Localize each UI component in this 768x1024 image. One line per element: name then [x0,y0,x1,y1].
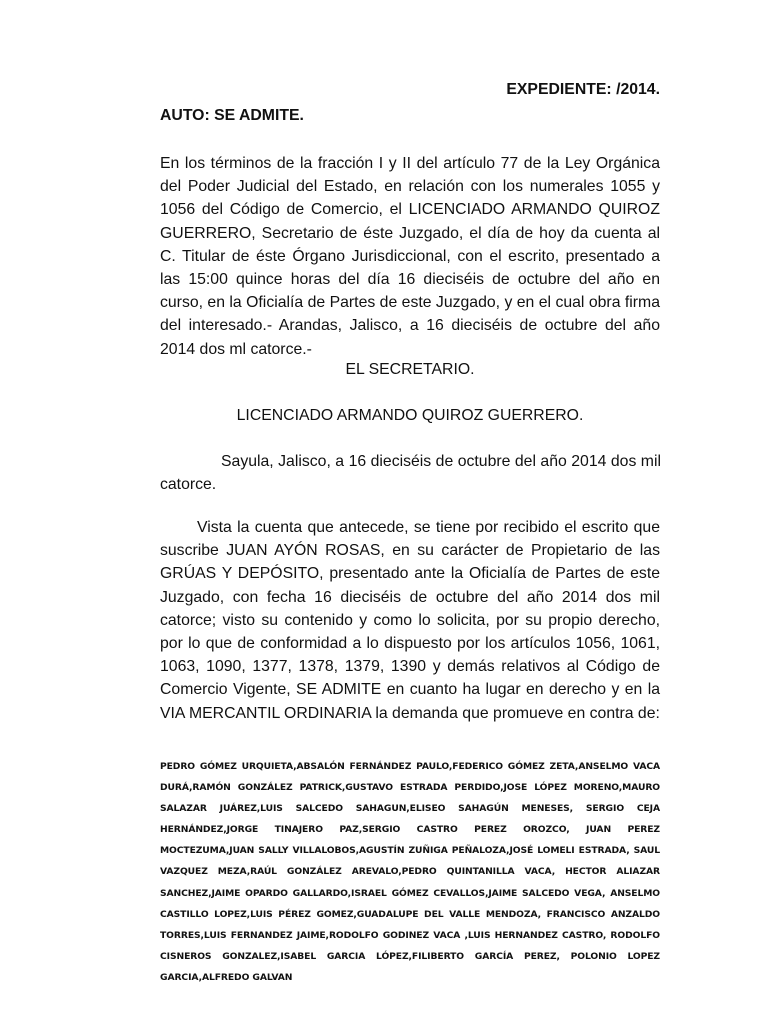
date-paragraph: Sayula, Jalisco, a 16 dieciséis de octubre del año 2014 dos mil catorce. [160,453,661,494]
ruling-paragraph: Vista la cuenta que antecede, se tiene por recibido el escrito que suscribe JUAN AYÓN ROSAS, en su carácter de Propietario de las GRÚAS Y DEPÓSITO, presentado ante la Oficialía de Partes de este Juzgado, con fecha 16 dieciséis de octubre del año 2014 dos mil catorce; visto su contenido y como lo solicita, por su propio derecho, por lo que de conformidad a lo dispuesto por los artículos 1056, 1061, 1063, 1090, 1377, 1378, 1379, 1390 y demás relativos al Código de Comercio Vigente, SE ADMITE en cuanto ha lugar en derecho y en la VIA MERCANTIL ORDINARIA la demanda que promueve en contra de: [160,519,660,722]
expediente-heading: EXPEDIENTE: /2014. [506,81,660,98]
defendants-list: PEDRO GÓMEZ URQUIETA,ABSALÓN FERNÁNDEZ PAULO,FEDERICO GÓMEZ ZETA,ANSELMO VACA DURÁ,RAMÓN GONZÁLEZ PATRICK,GUSTAVO ESTRADA PERDIDO,JOSE LÓPEZ MORENO,MAURO SALAZAR JUÁREZ,LUIS SALCEDO SAHAGUN,ELISEO SAHAGÚN MENESES, SERGIO CEJA HERNÁNDEZ,JORGE TINAJERO PAZ,SERGIO CASTRO PEREZ OROZCO, JUAN PEREZ MOCTEZUMA,JUAN SALLY VILLALOBOS,AGUSTÍN ZUÑIGA PEÑALOZA,JOSÉ LOMELI ESTRADA, SAUL VAZQUEZ MEZA,RAÚL GONZÁLEZ AREVALO,PEDRO QUINTANILLA VACA, HECTOR ALIAZAR SANCHEZ,JAIME OPARDO GALLARDO,ISRAEL GÓMEZ CEVALLOS,JAIME SALCEDO VEGA, ANSELMO CASTILLO LOPEZ,LUIS PÉREZ GOMEZ,GUADALUPE DEL VALLE MENDOZA, FRANCISCO ANZALDO TORRES,LUIS FERNANDEZ JAIME,RODOLFO GODINEZ VACA ,LUIS HERNANDEZ CASTRO, RODOLFO CISNEROS GONZALEZ,ISABEL GARCIA LÓPEZ,FILIBERTO GARCÍA PEREZ, POLONIO LOPEZ GARCIA,ALFREDO GALVAN [160,761,660,983]
secretary-name: LICENCIADO ARMANDO QUIROZ GUERRERO. [236,407,584,424]
auto-heading: AUTO: SE ADMITE. [160,107,304,124]
secretary-title: EL SECRETARIO. [345,361,475,378]
account-paragraph: En los términos de la fracción I y II del artículo 77 de la Ley Orgánica del Poder Judicial del Estado, en relación con los numerales 1055 y 1056 del Código de Comercio, el LICENCIADO ARMANDO QUIROZ GUERRERO, Secretario de éste Juzgado, el día de hoy da cuenta al C. Titular de éste Órgano Jurisdiccional, con el escrito, presentado a las 15:00 quince horas del día 16 dieciséis de octubre del año en curso, en la Oficialía de Partes de este Juzgado, y en el cual obra firma del interesado.- Arandas, Jalisco, a 16 dieciséis de octubre del año 2014 dos ml catorce.- [160,155,660,358]
